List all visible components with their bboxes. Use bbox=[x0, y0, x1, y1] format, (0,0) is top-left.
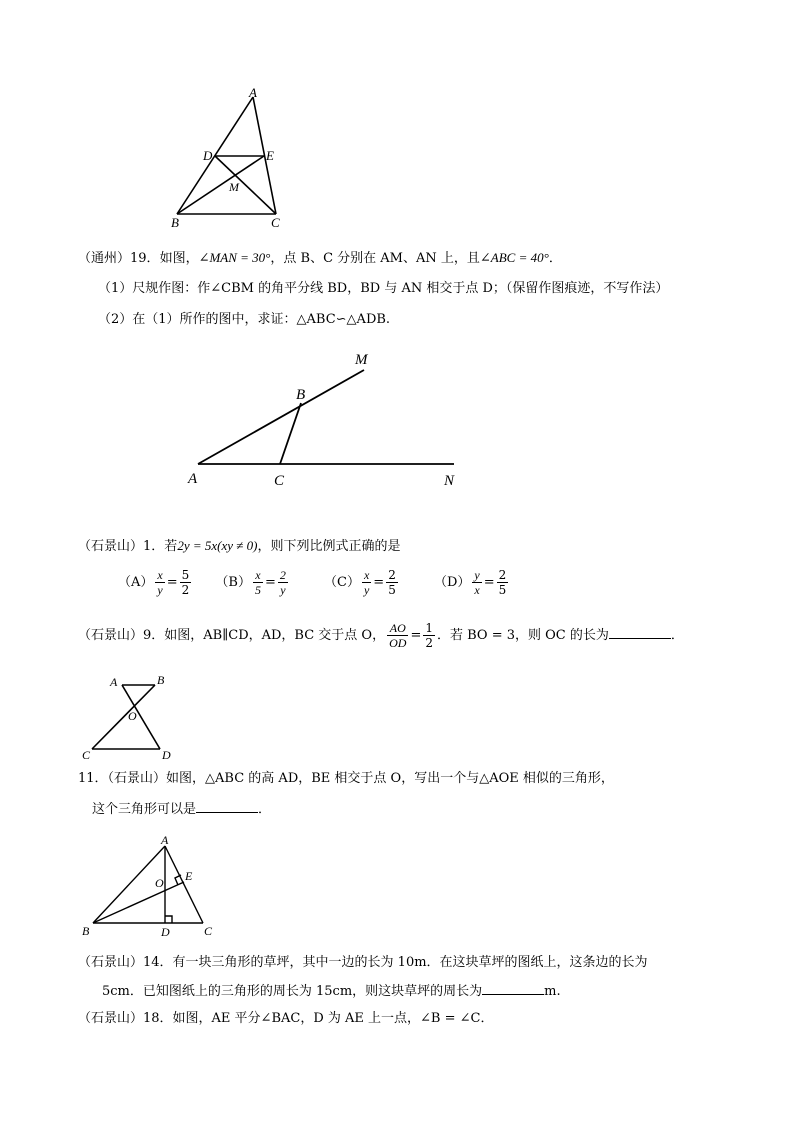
question-shijingshan-11-line2: 这个三角形可以是 ． bbox=[92, 802, 272, 817]
answer-blank bbox=[482, 982, 544, 995]
question-shijingshan-14-line1: （石景山）14．有一块三角形的草坪，其中一边的长为 10m．在这块草坪的图纸上，这条边的长为 bbox=[78, 955, 648, 970]
question-tongzhou-19-part2: （2）在（1）所作的图中，求证：△ABC∽△ADB. bbox=[98, 312, 391, 327]
option-a: （A） $\frac{x}{y}$ = $\frac{5}{2}$ bbox=[118, 568, 190, 597]
answer-blank bbox=[609, 626, 671, 639]
label-b: B bbox=[296, 387, 306, 403]
right-angle-d bbox=[165, 916, 172, 923]
question-shijingshan-14-line2: 5cm．已知图纸上的三角形的周长为 15cm，则这块草坪的周长为 m. bbox=[102, 984, 561, 999]
altitude-be bbox=[93, 882, 184, 923]
label-c: C bbox=[82, 748, 91, 762]
label-a: A bbox=[161, 833, 169, 847]
figure-triangle-dem bbox=[165, 85, 295, 233]
question-shijingshan-18: （石景山）18．如图，AE 平分∠BAC，D 为 AE 上一点，∠B = ∠C． bbox=[78, 1011, 494, 1026]
label-a: A bbox=[188, 471, 198, 487]
label-b: B bbox=[157, 673, 165, 687]
label-c: C bbox=[274, 473, 285, 489]
label-d: D bbox=[161, 925, 170, 939]
option-d: （D） $\frac{y}{x}$ = $\frac{2}{5}$ bbox=[433, 568, 507, 597]
question-tongzhou-19-part1: （1）尺规作图：作∠CBM 的角平分线 BD，BD 与 AN 相交于点 D；（保留作图痕迹，不写作法） bbox=[98, 281, 669, 296]
label-b: B bbox=[171, 215, 179, 230]
label-a: A bbox=[110, 675, 118, 689]
question-shijingshan-1-options bbox=[118, 568, 510, 598]
question-tongzhou-19-stem: （通州）19．如图，∠MAN = 30°，点 B、C 分别在 AM、AN 上，且∠ABC = 40°． bbox=[78, 250, 562, 266]
figure-hourglass bbox=[78, 670, 188, 762]
label-e: E bbox=[266, 148, 274, 163]
label-m: M bbox=[229, 180, 239, 194]
label-o: O bbox=[128, 709, 137, 723]
label-e: E bbox=[185, 869, 193, 883]
edge-ac bbox=[165, 846, 203, 923]
label-a: A bbox=[249, 85, 257, 100]
label-n: N bbox=[444, 473, 455, 489]
question-shijingshan-11-line1: 11．（石景山）如图，△ABC 的高 AD，BE 相交于点 O，写出一个与△AOE 相似的三角形， bbox=[78, 771, 614, 786]
question-shijingshan-9: （石景山）9．如图，AB∥CD，AD，BC 交于点 O， $\frac{AO}{OD}$ = $\frac{1}{2}$ ．若 BO = 3，则 OC 的长为 ． bbox=[78, 621, 684, 650]
ray-am bbox=[198, 370, 364, 464]
figure-triangle-altitudes bbox=[78, 832, 228, 942]
label-c: C bbox=[204, 924, 213, 938]
label-d: D bbox=[203, 148, 213, 163]
option-b: （B） $\frac{x}{5}$ = $\frac{2}{y}$ bbox=[215, 568, 286, 597]
figure-angle-man bbox=[180, 345, 470, 495]
edge-eb bbox=[177, 156, 264, 214]
label-d: D bbox=[162, 748, 171, 762]
label-m: M bbox=[355, 352, 368, 368]
answer-blank bbox=[196, 800, 258, 813]
label-o: O bbox=[155, 876, 164, 890]
label-c: C bbox=[271, 215, 280, 230]
segment-bc bbox=[92, 685, 155, 749]
question-shijingshan-1-stem: （石景山）1．若2y = 5x(xy ≠ 0)，则下列比例式正确的是 bbox=[78, 538, 401, 554]
label-b: B bbox=[82, 924, 90, 938]
option-c: （C） $\frac{x}{y}$ = $\frac{2}{5}$ bbox=[324, 568, 396, 597]
